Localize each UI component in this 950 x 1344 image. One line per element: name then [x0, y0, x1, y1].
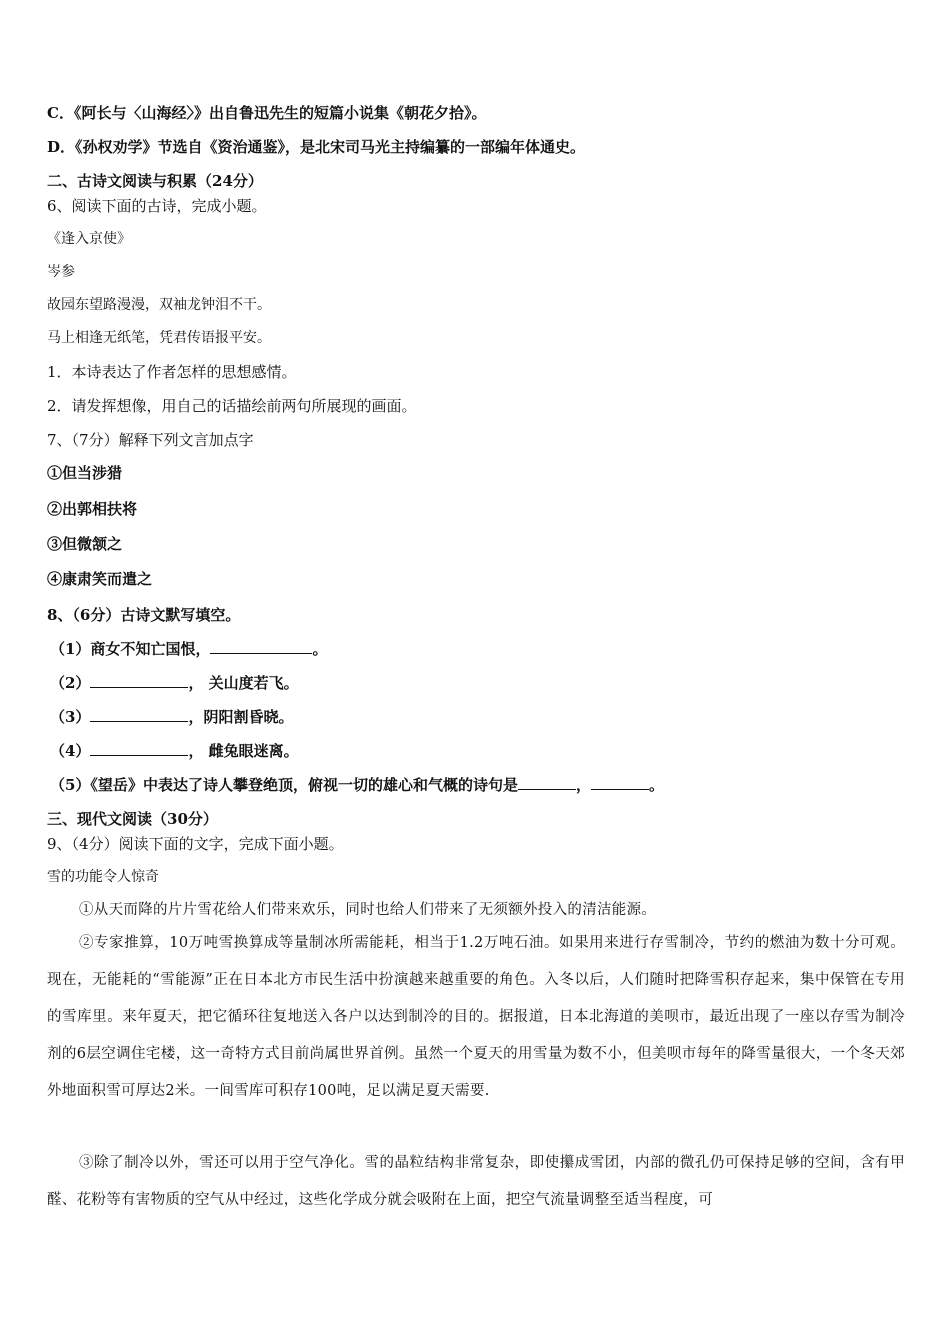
- article-paragraph-1: ①从天而降的片片雪花给人们带来欢乐，同时也给人们带来了无须额外投入的清洁能源。: [79, 902, 657, 918]
- answer-blank[interactable]: [90, 741, 188, 756]
- q7-item-3: ③但微颔之: [47, 535, 123, 553]
- answer-blank[interactable]: [591, 775, 649, 790]
- poem-author: 岑参: [47, 264, 75, 280]
- q7-prompt-text: 7、（7分）解释下列文言加点字: [47, 431, 254, 449]
- q8-item-1-end: 。: [312, 640, 328, 658]
- section-2-heading: 二、古诗文阅读与积累（24分）: [47, 172, 263, 190]
- q8-item-2-text: （2）: [50, 674, 91, 692]
- q7-item-4: ④康肃笑而遣之: [47, 570, 153, 588]
- q6-subquestion-2: 2．请发挥想像，用自己的话描绘前两句所展现的画面。: [47, 397, 417, 415]
- q8-item-4-text: （4）: [50, 742, 91, 760]
- q8-item-3: [50, 707, 293, 727]
- q8-item-5-text: （5）《望岳》中表达了诗人攀登绝顶，俯视一切的雄心和气概的诗句是: [50, 776, 518, 794]
- option-d: D．《孙权劝学》节选自《资治通鉴》，是北宋司马光主持编纂的一部编年体通史。: [47, 138, 586, 156]
- q8-item-2: [50, 673, 299, 693]
- q6-subquestion-1: 1．本诗表达了作者怎样的思想感情。: [47, 363, 297, 381]
- q8-item-1-text: （1）商女不知亡国恨，: [50, 640, 211, 658]
- q8-item-4: [50, 741, 299, 761]
- q8-item-3-text: （3）: [50, 708, 91, 726]
- q9-prompt: 9、（4分）阅读下面的文字，完成下面小题。: [47, 835, 344, 853]
- option-c: C．《阿长与〈山海经〉》出自鲁迅先生的短篇小说集《朝花夕拾》。: [47, 104, 487, 122]
- q8-item-5-sep: ，: [575, 776, 591, 794]
- q8-item-3-end: ，阴阳割昏晓。: [188, 708, 294, 726]
- q8-prompt: 8、（6分）古诗文默写填空。: [47, 606, 241, 624]
- q6-prompt: 6、阅读下面的古诗，完成小题。: [47, 197, 267, 215]
- poem-line-2: 马上相逢无纸笔，凭君传语报平安。: [47, 330, 271, 346]
- answer-blank[interactable]: [210, 639, 312, 654]
- section-3-heading: 三、现代文阅读（30分）: [47, 810, 218, 828]
- poem-line-1: 故园东望路漫漫，双袖龙钟泪不干。: [47, 297, 271, 313]
- article-title: 雪的功能令人惊奇: [47, 869, 159, 885]
- answer-blank[interactable]: [90, 707, 188, 722]
- q7-prompt: [47, 430, 254, 450]
- q8-item-1: [50, 639, 327, 659]
- q8-item-5-end: 。: [648, 776, 664, 794]
- q8-item-5: [50, 775, 664, 795]
- answer-blank[interactable]: [518, 775, 576, 790]
- q7-item-1: ①但当涉猎: [47, 464, 123, 482]
- q7-item-2: ②出郭相扶将: [47, 500, 138, 518]
- article-paragraph-3: ③除了制冷以外，雪还可以用于空气净化。雪的晶粒结构非常复杂，即使攥成雪团，内部的微孔仍可保持足够的空间，含有甲醛、花粉等有害物质的空气从中经过，这些化学成分就会吸附在上面，把空气流量调整至适当程度，可: [47, 1155, 905, 1208]
- poem-title: 《逢入京使》: [47, 231, 131, 247]
- answer-blank[interactable]: [90, 673, 188, 688]
- q8-item-4-end: ， 雌兔眼迷离。: [188, 742, 299, 760]
- q8-item-2-end: ， 关山度若飞。: [188, 674, 299, 692]
- article-paragraph-2: ②专家推算，10万吨雪换算成等量制冰所需能耗，相当于1.2万吨石油。如果用来进行存雪制冷，节约的燃油为数十分可观。现在，无能耗的“雪能源”正在日本北方市民生活中扮演越来越重要的角色。入冬以后，人们随时把降雪积存起来，集中保管在专用的雪库里。来年夏天，把它循环往复地送入各户以达到制冷的目的。据报道，日本北海道的美呗市，最近出现了一座以存雪为制冷剂的6层空调住宅楼，这一奇特方式目前尚属世界首例。虽然一个夏天的用雪量为数不小，但美呗市每年的降雪量很大，一个冬天郊外地面积雪可厚达2米。一间雪库可积存100吨，足以满足夏天需要.: [47, 935, 905, 1099]
